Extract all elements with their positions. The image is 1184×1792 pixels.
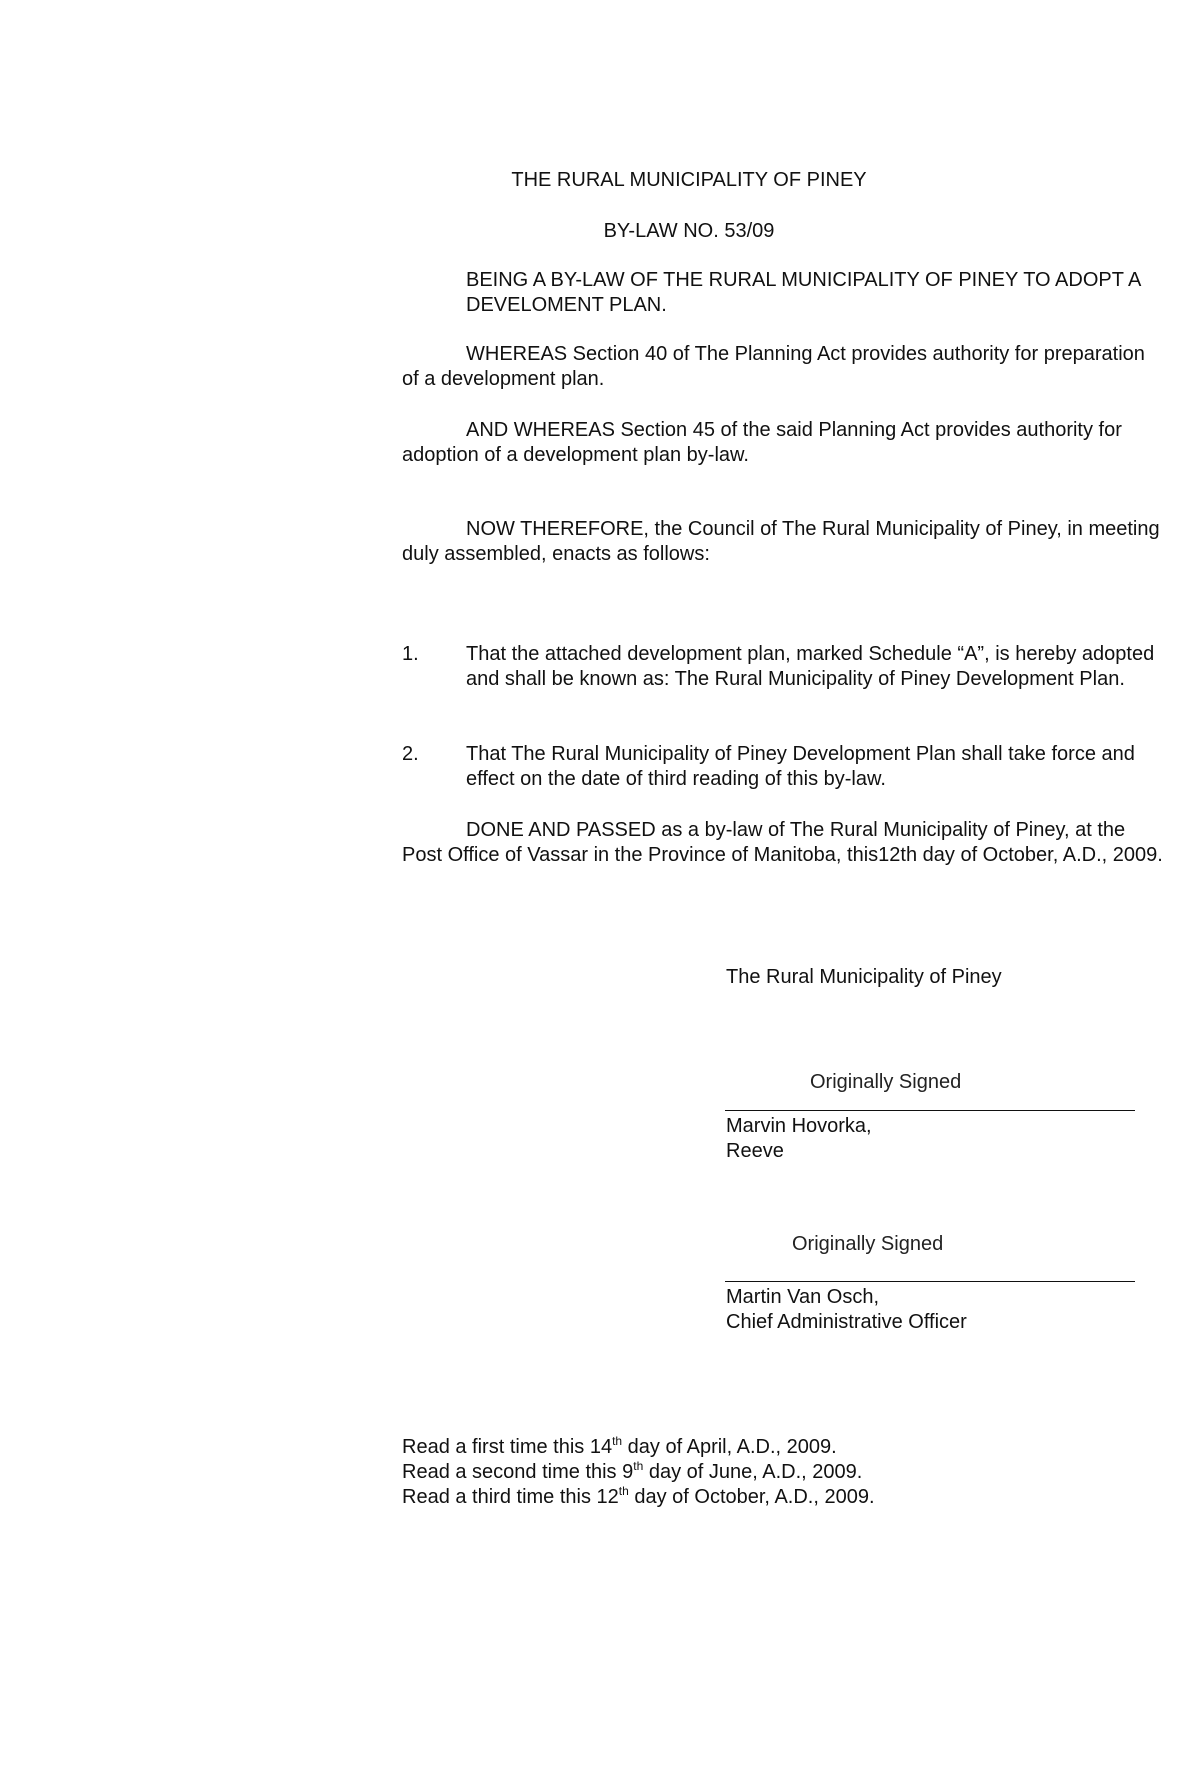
reading-third bbox=[402, 1485, 875, 1510]
reading-ordinal: th bbox=[633, 1459, 644, 1473]
signature-line-cao bbox=[725, 1281, 1135, 1282]
reading-ordinal: th bbox=[618, 1484, 629, 1498]
signatory-title-cao: Chief Administrative Officer bbox=[726, 1311, 967, 1333]
reading-ordinal: th bbox=[612, 1434, 623, 1448]
recital-now-therefore: NOW THEREFORE, the Council of The Rural Municipality of Piney, in meeting duly assembled, enacts as follows: bbox=[402, 518, 1160, 565]
signature-entity: The Rural Municipality of Piney bbox=[726, 966, 1002, 988]
reading-first bbox=[402, 1435, 837, 1460]
reading-text: Read a third time this 12 bbox=[402, 1486, 619, 1508]
reading-text: Read a first time this 14 bbox=[402, 1436, 613, 1458]
signatory-title-reeve: Reeve bbox=[726, 1140, 784, 1162]
clause-text: That the attached development plan, marked Schedule “A”, is hereby adopted and shall be known as: The Rural Municipality of Piney Development Plan. bbox=[466, 643, 1155, 690]
signature-line-reeve bbox=[725, 1110, 1135, 1111]
originally-signed-cao: Originally Signed bbox=[792, 1233, 944, 1255]
originally-signed-reeve: Originally Signed bbox=[810, 1071, 962, 1093]
reading-text: day of June, A.D., 2009. bbox=[643, 1461, 863, 1483]
clause-text: That The Rural Municipality of Piney Development Plan shall take force and effect on the date of third reading of this by-law. bbox=[466, 743, 1135, 790]
reading-text: Read a second time this 9 bbox=[402, 1461, 634, 1483]
reading-text: day of October, A.D., 2009. bbox=[628, 1486, 875, 1508]
reading-text: day of April, A.D., 2009. bbox=[622, 1436, 837, 1458]
done-and-passed: DONE AND PASSED as a by-law of The Rural Municipality of Piney, at the Post Office of Vassar in the Province of Manitoba, this12th day of October, A.D., 2009. bbox=[402, 819, 1163, 866]
reading-second bbox=[402, 1460, 862, 1485]
signatory-name-reeve: Marvin Hovorka, bbox=[726, 1115, 872, 1137]
recital-whereas: WHEREAS Section 40 of The Planning Act provides authority for preparation of a development plan. bbox=[402, 343, 1145, 390]
bylaw-number: BY-LAW NO. 53/09 bbox=[603, 220, 775, 242]
clause-number: 1. bbox=[402, 643, 419, 665]
clause-number: 2. bbox=[402, 743, 419, 765]
bylaw-subject: BEING A BY-LAW OF THE RURAL MUNICIPALITY OF PINEY TO ADOPT A DEVELOMENT PLAN. bbox=[466, 269, 1141, 316]
municipality-title: THE RURAL MUNICIPALITY OF PINEY bbox=[511, 169, 867, 191]
recital-and-whereas: AND WHEREAS Section 45 of the said Planning Act provides authority for adoption of a development plan by-law. bbox=[402, 419, 1122, 466]
signatory-name-cao: Martin Van Osch, bbox=[726, 1286, 880, 1308]
